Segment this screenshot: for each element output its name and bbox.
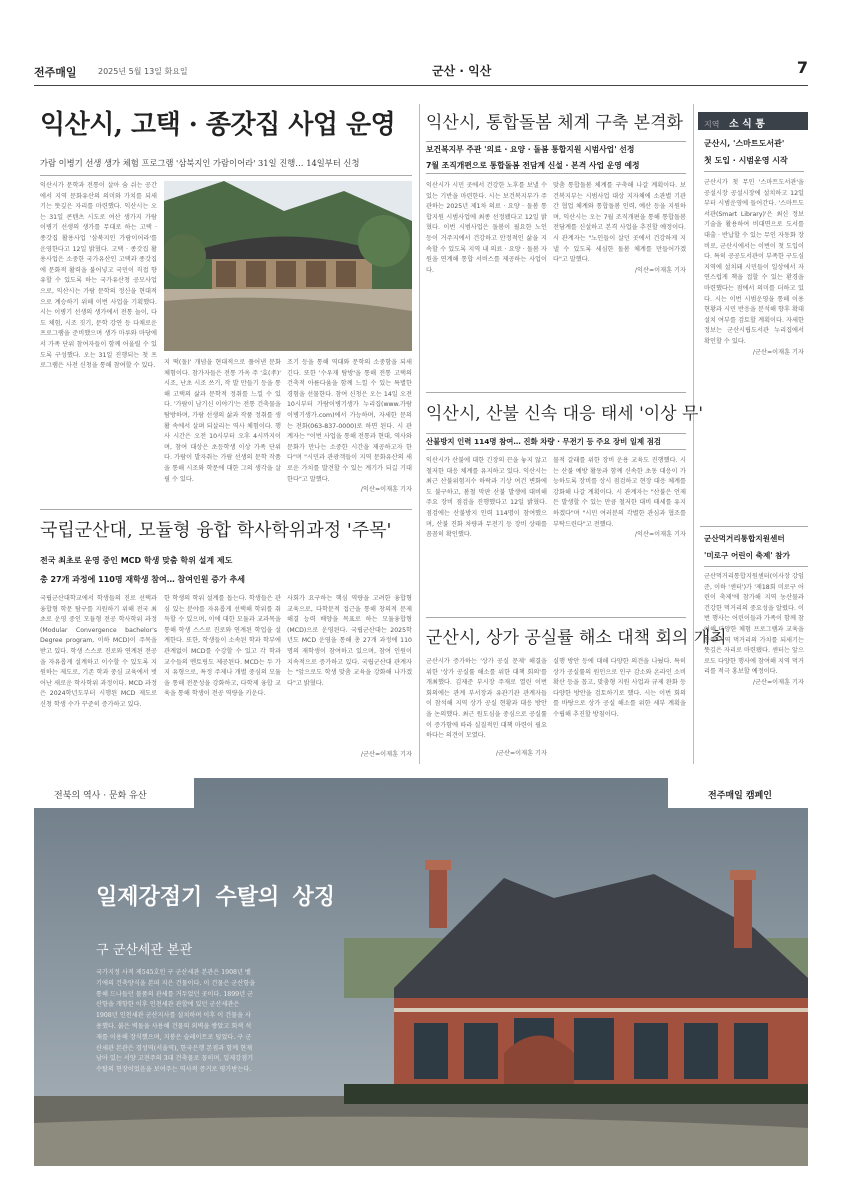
article-body-text: 물적 갈래를 위한 장비 운용 교육도 진행했다. 시는 산불 예방 활동과 함께 신속한 초동 대응이 가능하도록 장비를 상시 점검하고 현장 대응 체계를 강화해 나갈 계획이다. 시 관계자는 "산불은 언제든 발생할 수 있는 만큼 철저한 대비 태세를 유지하겠다"며 "시민 여러분의 각별한 관심과 협조를 부탁드린다"고 전했다.: [553, 457, 686, 528]
section-divider: [40, 509, 412, 510]
article-subheadline: 총 27개 과정에 110명 재학생 참여… 참여인원 증가 추세: [40, 575, 245, 584]
reporter-byline: /군산=이재훈 기자: [752, 678, 804, 686]
column-divider: [693, 104, 694, 764]
brief-body: [704, 572, 804, 762]
article-subheadline: 7월 조직개편으로 통합돌봄 전담계 신설 · 본격 사업 운영 예정: [426, 160, 686, 174]
article-subheadline: 산불방지 인력 114명 참여… 진화 차량 · 무전기 등 주요 장비 일제 점검: [426, 433, 686, 450]
article-body-text: 조기 등을 통해 역대와 문학의 소중함을 되새긴다. 또한 '수우재 탐방'을 통해 전통 고택의 건축적 아름다움을 함께 느낄 수 있는 특별한 경험을 선물한다. 참여 신청은 오는 14일 오전 10시부터 가람이병기생가 누리집(www.가람이병기생가.com)에서 가능하며, 자세한 문의는 전화(063-837-0000)로 하면 된다. 시 관계자는 "이번 사업을 통해 전통과 현대, 역사와 문화가 만나는 소중한 시간을 제공하고자 한다"며 "시민과 관광객들이 지역 문화유산의 새로운 가치를 발견할 수 있는 계기가 되길 기대한다"고 말했다.: [287, 359, 412, 483]
page-number: 7: [796, 58, 808, 77]
reporter-byline: /익산=이재훈 기자: [360, 486, 412, 494]
article-body-text: 맞춤 통합돌봄 체계를 구축해 나갈 계획이다. 보건복지부는 시범사업 대상 지자체에 소관별 기관 간 협업 체계와 통합돌봄 인력, 예산 등을 지원하며, 익산시는 오는 7월 조직개편을 통해 통합돌봄 전담계를 신설하고 본격 사업을 추진할 예정이다. 시 관계자는 "노인들이 살던 곳에서 건강하게 지낼 수 있도록 세심한 돌봄 체계를 만들어가겠다"고 말했다.: [553, 182, 686, 264]
article-subheadline: 전국 최초로 운영 중인 MCD 학생 맞춤 학위 설계 제도: [40, 556, 233, 565]
reporter-byline: /익산=이재훈 기자: [634, 266, 686, 274]
masthead: [34, 56, 808, 86]
article-body-column: [553, 456, 686, 611]
brief-headline: 군산시, '스마트도서관': [704, 139, 785, 148]
article-body-column: 지 떡(돌)' 개념을 현대적으로 풀어낸 문화 체험이다. 참가자들은 전통 가옥 주 '효(孝)' 시조, 난초 시조 쓰기, 작 발 만들기 등을 통해 고택의 삶과 문학적 정취를 느낄 수 있다. '가람이 남기신 이야기'는 전통 건축물을 탐방하며, 가람 선생의 삶과 작품 정취를 생활 속에서 살펴 되살리는 역사 체험이다. 행사 시간은 오전 10시부터 오후 4시까지이며, 참여 대상은 초등학생 이상 가족 단위다. 가람이 발자취는 가람 선생의 문학 작품을 통해 시조와 학문에 대한 그의 생각을 살필 수 있다.: [164, 359, 281, 483]
reporter-byline: /군산=이재훈 기자: [360, 751, 412, 758]
brief-body: [704, 178, 804, 516]
campaign-label: 전주매일 캠페인: [668, 778, 808, 808]
heritage-feature: [34, 778, 808, 1166]
reporter-byline: /익산=이재훈 기자: [634, 531, 686, 539]
article-body-column: [553, 181, 686, 386]
sidebar-tag: 지역: [704, 120, 720, 129]
article-body-column: 국립군산대학교에서 학생들의 진로 선택과 융합형 학문 탐구를 지원하기 위해 전국 최초로 운영 중인 모듈형 전공 학사학위 과정(Modular Convergence bachelor's Degree program, 이하 MCD)이 주목을 받고 있다. 학생 스스로 진로와 연계된 전공을 자유롭게 설계하고 이수할 수 있도록 지원하는 제도로, 기존 학과 중심 교육에서 벗어난 새로운 학사학위 과정이다. MCD 과정은 2024학년도부터 시행된 MCD 제도로 신청 학생 수가 꾸준히 증가하고 있다.: [40, 595, 157, 708]
article-headline: 군산시, 상가 공실률 해소 대책 회의 개최: [426, 628, 727, 648]
section-divider: [700, 526, 808, 527]
brief-text: 군산시가 첫 무인 '스마트도서관'을 공설시장 공설시장에 설치하고 12일부터 시범운영에 들어간다. '스마트도서관(Smart Library)'은 최신 정보기술을 활용하여 비대면으로 도서를 대출 · 반납할 수 있는 무인 자동화 장비로, 군산시에서는 이번이 첫 도입이다. 특히 공공도서관이 부족한 구도심 지역에 설치돼 시민들이 일상에서 자연스럽게 책을 접할 수 있는 환경을 마련했다는 점에서 의미를 더하고 있다. 시는 이번 시범운영을 통해 이용 현황과 시민 반응을 분석해 향후 확대 설치 여부를 검토할 계획이다. 자세한 정보는 군산시립도서관 누리집에서 확인할 수 있다.: [704, 179, 804, 345]
brief-headline: 첫 도입 · 시범운영 시작: [704, 155, 804, 172]
sidebar-header: [698, 112, 808, 130]
reporter-byline: /군산=이재훈 기자: [752, 348, 804, 356]
article-body-column: 한 학생의 학위 설계를 돕는다. 학생들은 관심 있는 분야를 자유롭게 선택해 학위를 취득할 수 있으며, 이에 대한 모듈과 교과목을 통해 학생 스스로 진로와 연계된 학업을 설계한다. 또한, 학생들이 소속된 학과 학부에 관계없이 MCD를 수강할 수 있고 각 학과 교수들의 멘토링도 제공된다. MCD는 두 가지 유형으로, 특정 주제나 개별 중심의 모듈을 통해 전문성을 강화하고, 다학제 융합 교육을 통해 학생이 전공 역량을 키운다.: [164, 595, 281, 698]
sidebar-label: 소 식 통: [728, 119, 765, 130]
article-body-column: 익산시가 문학과 전통이 살아 숨 쉬는 공간에서 지역 문화유산의 의미와 가치를 되새기는 뜻깊은 자리를 마련했다. 익산시는 오는 31일 콘텐츠 시도로 여산 생가지 가람 이병기 선생의 생가를 무대로 하는 고택 · 종갓집 활용사업 '삼북지인 가람이어라'를 운영한다고 12일 밝혔다. 고택 · 종갓집 활용사업은 소중한 국가유산인 고택과 종갓집에 문화적 활력을 불어넣고 국민이 직접 향유할 수 있도록 하는 국가유산청 공모사업으로, 익산시는 가람 문학의 정신을 현대적으로 계승하기 위해 이번 사업을 기획했다. 시는 이병기 선생의 생가에서 전통 놀이, 다도 체험, 시조 짓기, 문학 강연 등 다채로운 프로그램을 준비했으며 생가 마루와 마당에서 가족 단위 참여자들이 함께 어울릴 수 있도록 구성했다. 오는 31일 진행되는 첫 프로그램은 사전 신청을 통해 참여할 수 있다.: [40, 182, 157, 370]
issue-date: 2025년 5월 13일 화요일: [98, 67, 188, 76]
article-subheadline: 가람 이병기 선생 생가 체험 프로그램 '삼북지인 가람이어라' 31일 진행… 14일부터 신청: [40, 157, 412, 176]
reporter-byline: /군산=이재훈 기자: [495, 750, 547, 757]
article-body-column: [287, 358, 412, 501]
article-body-column: 익산시가 시민 곳에서 건강한 노후를 보낼 수 있는 기반을 마련한다. 시는 보건복지부가 주관하는 2025년 제1차 의료 · 요양 · 돌봄 통합지원 시범사업에 최종 선정됐다고 12일 밝혔다. 이번 시범사업은 돌봄이 필요한 노인 등이 거주지에서 건강하고 안정적인 삶을 지속할 수 있도록 지역 내 의료 · 요양 · 돌봄 자원을 연계해 통합 서비스를 제공하는 사업이다.: [426, 182, 547, 274]
column-divider: [419, 104, 420, 764]
brief-headline: '미로구 어린이 축제' 참가: [704, 550, 808, 567]
feature-body: 국가지정 사적 제545호인 구 군산세관 본관은 1908년 벨기에의 건축양식을 본떠 지은 건물이다. 이 건물은 군산항을 통해 드나들던 물품의 관세를 거두었던 곳이다. 1899년 군산항을 개항한 이후 인천세관 관할에 있던 군산세관은 1908년 인천세관 군산지사를 설치하며 이후 이 건물을 사용했다. 붉은 벽돌을 사용해 건물의 외벽을 쌓았고 회색 석재를 이용해 장식했으며, 지붕은 슬레이트로 덮었다. 구 군산세관 본관은 경성역(서울역), 한국은행 본점과 함께 현재 남아 있는 서양 고전주의 3대 건축물로 꼽히며, 일제강점기 수탈의 현장이었음을 보여주는 역사적 증거로 평가받는다.: [96, 969, 256, 1074]
article-headline: 국립군산대, 모듈형 융합 학사학위과정 '주목': [40, 520, 392, 541]
section-name: 군산 · 익산: [432, 64, 492, 78]
article-body-column: 군산시가 증가하는 '상가 공실 문제' 해결을 위한 '상가 공실률 해소를 위한 대책 회의'를 개최했다. 김제준 부시장 주재로 열린 이번 회의에는 관계 부서장과 유관기관 관계자들이 참석해 지역 상가 공실 현황과 대응 방안을 논의했다. 최근 원도심을 중심으로 공실률이 증가함에 따라 실질적인 대책 마련이 필요하다는 의견이 모였다.: [426, 658, 547, 740]
article-subheadline: 보건복지부 주관 '의료 · 요양 · 돌봄 통합지원 시범사업' 선정: [426, 141, 686, 155]
feature-subtitle: 구 군산세관 본관: [96, 943, 193, 958]
brief-headline: 군산먹거리통합지원센터: [704, 534, 785, 543]
article-headline: 익산시, 통합돌봄 체계 구축 본격화: [426, 113, 683, 133]
article-body-column: 실행 방안 등에 대해 다양한 의견을 나눴다. 특히 상가 공실률의 원인으로 인구 감소와 온라인 소비 확산 등을 꼽고, 맞춤형 지원 사업과 규제 완화 등 다양한 방안을 검토하기로 했다. 시는 이번 회의를 바탕으로 상가 공실 해소를 위한 세부 계획을 수립해 추진할 방침이다.: [553, 658, 686, 718]
article-body-column: 익산시가 산불에 대한 긴장의 끈을 놓지 않고 철저한 대응 체계를 유지하고 있다. 익산시는 최근 산불위험지수 하락과 기상 여건 변화에도 불구하고, 봄철 막판 산불 발생에 대비해 주요 장비 점검을 진행했다고 12일 밝혔다. 점검에는 산불방지 인력 114명이 참여했으며, 산불 진화 차량과 무전기 등 장비 상태를 꼼꼼히 확인했다.: [426, 457, 547, 539]
feature-title: 일제강점기 수탈의 상징: [96, 885, 336, 910]
article-body-column: 사회가 요구하는 핵심 역량을 고려한 융합형 교육으로, 다학문적 접근을 통해 창의적 문제해결 능력 배양을 목표로 하는 모듈융합형(MCD)으로 운영된다. 국립군산대는 2025학년도 MCD 운영을 통해 총 27개 과정에 110명의 재학생이 참여하고 있으며, 참여 인원이 지속적으로 증가하고 있다. 국립군산대 관계자는 "앞으로도 학생 맞춤 교육을 강화해 나가겠다"고 밝혔다.: [287, 595, 412, 687]
hanok-photo: [164, 181, 412, 351]
brief-text: 군산먹거리통합지원센터(이사장 강임준, 이하 '센터')가 '제18회 미로구 어린이 축제'에 참가해 지역 농산물과 건강한 먹거리의 중요성을 알렸다. 이번 행사는 어린이들과 가족이 함께 참여해 다양한 체험 프로그램과 교육을 통해 지역 먹거리의 가치를 되새기는 뜻깊은 자리로 마련됐다. 센터는 앞으로도 다양한 행사에 참여해 지역 먹거리를 적극 홍보할 예정이다.: [704, 573, 804, 676]
article-headline: 익산시, 고택 · 종갓집 사업 운영: [40, 110, 396, 140]
feature-series-label: 전북의 역사 · 문화 유산: [34, 778, 194, 808]
section-divider: [426, 392, 686, 393]
section-divider: [426, 617, 686, 618]
article-headline: 익산시, 산불 신속 대응 태세 '이상 무': [426, 404, 704, 424]
newspaper-name: 전주매일: [34, 66, 77, 79]
